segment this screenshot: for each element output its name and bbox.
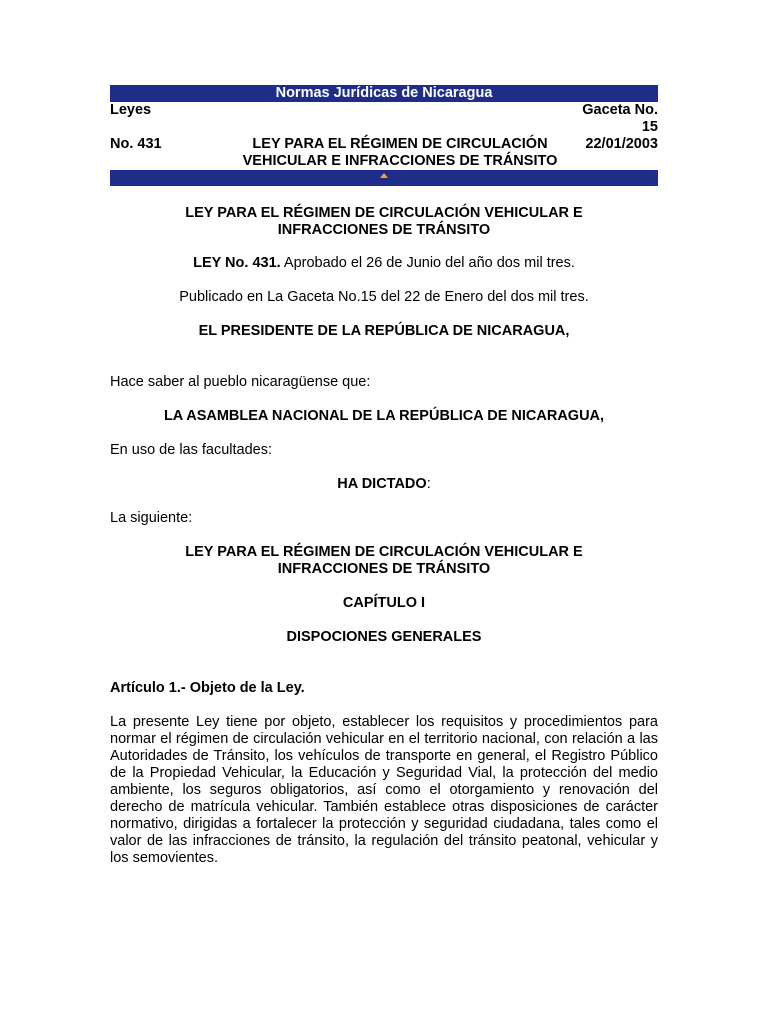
approved-line [110,255,658,272]
ha-dictado-line [110,476,658,493]
approved-text: Aprobado el 26 de Junio del año dos mil tres. [283,255,575,271]
gaceta-label-text: Gaceta No. [582,102,658,118]
approved-law-number: LEY No. 431. [193,255,281,271]
article-heading: Artículo 1.- Objeto de la Ley. [110,680,305,696]
header-row-law [110,136,658,170]
gaceta-label [568,102,658,136]
en-uso-line: En uso de las facultades: [110,442,273,458]
law-title-line2: VEHICULAR E INFRACCIONES DE TRÁNSITO [242,153,558,169]
la-siguiente-line: La siguiente: [110,510,193,526]
header-bar-title: Normas Jurídicas de Nicaragua [275,85,493,101]
article-text: La presente Ley tiene por objeto, establecer los requisitos y procedimientos para normar el régimen de circulación vehicular en el territorio nacional, con relación a las Autoridades de Tránsito, los vehículos de transporte en general, el Registro Público de la Propiedad Vehicular, la Educación y Seguridad Vial, la protección del medio ambiente, los seguros obligatorios, así como el otorgamiento y renovación del derecho de matrícula vehicular. También establece otras disposiciones de carácter normativo, dirigidas a fortalecer la protección y seguridad ciudadana, tales como el valor de las infracciones de tránsito, la regulación del tránsito peatonal, vehicular y los semovientes. [110,714,658,866]
document-title-line2: INFRACCIONES DE TRÁNSITO [277,222,491,238]
president-heading: EL PRESIDENTE DE LA REPÚBLICA DE NICARAGUA, [198,323,570,339]
published-line: Publicado en La Gaceta No.15 del 22 de Enero del dos mil tres. [179,289,589,305]
asamblea-heading: LA ASAMBLEA NACIONAL DE LA REPÚBLICA DE NICARAGUA, [163,408,605,424]
gaceta-number: 15 [641,119,658,135]
leyes-label: Leyes [110,102,152,118]
hace-saber-line: Hace saber al pueblo nicaragüense que: [110,374,371,390]
chapter-heading: CAPÍTULO I [342,595,426,611]
document-title-repeat [110,544,658,578]
document-title [110,205,658,239]
ha-dictado-colon: : [426,476,431,492]
document-title-line1: LEY PARA EL RÉGIMEN DE CIRCULACIÓN VEHICULAR E [185,205,583,221]
law-date: 22/01/2003 [585,136,658,152]
document-page [110,85,658,867]
document-title-repeat-line2: INFRACCIONES DE TRÁNSITO [277,561,491,577]
ha-dictado-text: HA DICTADO [337,476,427,492]
chapter-name: DISPOCIONES GENERALES [286,629,482,645]
law-number: No. 431 [110,136,162,152]
header-bar [110,85,658,102]
law-title-line1: LEY PARA EL RÉGIMEN DE CIRCULACIÓN [252,136,548,152]
header-bottom-bar [110,170,658,186]
document-title-repeat-line1: LEY PARA EL RÉGIMEN DE CIRCULACIÓN VEHICULAR E [185,544,583,560]
arrow-up-icon [380,173,388,178]
law-title [220,136,580,170]
header-row-leyes [110,102,658,136]
